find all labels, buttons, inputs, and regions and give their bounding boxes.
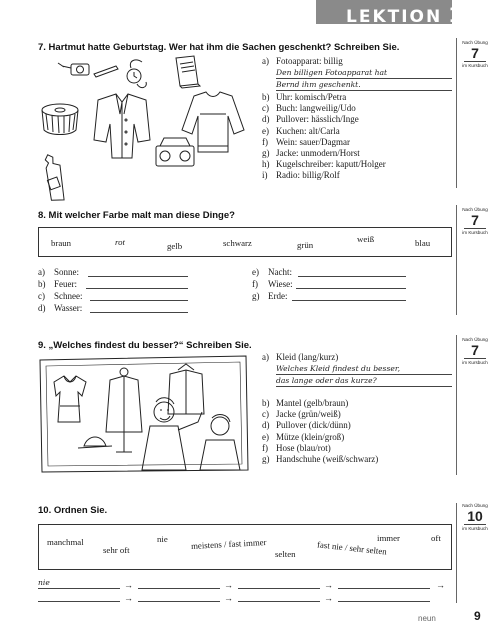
ex9-answer-line-2[interactable] [276,386,452,387]
ex7-list [262,56,343,67]
cake-drawing [42,104,78,135]
ex7-kursbuch-ref [458,40,492,69]
ref-bottom-label: im Kursbuch [462,63,488,68]
ex9-item-c [262,409,378,420]
ref-top-label: Nach Übung [462,40,488,45]
ref-bottom-label: im Kursbuch [462,526,488,531]
ex9-item-f [262,443,378,454]
item-letter: e) [252,267,259,277]
item-text: Handschuhe (weiß/schwarz) [276,454,379,465]
hanger-jacket-drawing [168,364,204,414]
ref-top-label: Nach Übung [462,207,488,212]
ex7-item-i [262,170,386,181]
watch-drawing [127,60,146,88]
wine-bottle-drawing [38,152,72,204]
item-letter: b) [38,279,46,289]
ex10-title: 10. Ordnen Sie. [38,505,108,516]
freq-word-nie: nie [157,534,168,544]
color-word-gelb: gelb [167,241,183,251]
item-text: Pullover (dick/dünn) [276,420,351,431]
item-text: Buch: langweilig/Udo [276,103,356,114]
color-word-rot: rot [115,237,125,247]
lektion-heading [346,3,464,27]
arrow-right-icon: → [324,580,333,590]
ex9-title: 9. „Welches findest du besser?“ Schreiben Sie. [38,340,252,351]
radio-drawing [156,138,194,166]
ex10-order-line-5[interactable] [38,601,120,602]
person-drawing [142,398,202,470]
ex7-list-rest [262,92,386,182]
hat-drawing [78,437,112,448]
freq-word-meistens: meistens / fast immer [190,537,267,551]
margin-rule-ex7 [456,38,457,188]
arrow-right-icon: → [224,593,233,603]
sweater-drawing [182,92,244,152]
ex8-answer-line-b[interactable] [86,288,188,289]
camera-drawing [58,63,89,75]
ex8-item-d [38,303,82,313]
ex8-item-g [252,291,288,301]
page-number: 9 [474,609,481,623]
item-letter: b) [262,398,270,408]
item-text: Wein: sauer/Dagmar [276,136,350,147]
item-letter: h) [262,159,270,170]
item-letter: e) [262,125,269,136]
item-letter: g) [262,148,270,159]
ex9-item-e [262,432,378,443]
lektion-label: LEKTION [346,7,443,27]
second-person-drawing [200,415,240,470]
item-letter: e) [262,431,269,442]
pen-drawing [94,66,118,77]
ex9-kursbuch-ref [458,337,492,366]
item-letter: g) [262,454,270,465]
color-word-schwarz: schwarz [223,238,252,248]
item-letter: d) [262,114,270,125]
item-letter: c) [38,291,45,301]
ex7-illustration [38,54,253,204]
item-text: Pullover: hässlich/Inge [276,114,359,125]
ex7-example-answer-line2: Bernd ihm geschenkt. [276,80,361,89]
ex10-kursbuch-ref [458,503,492,532]
ex10-word-box [38,524,452,570]
ex7-item-g [262,148,386,159]
ex10-order-line-7[interactable] [238,601,320,602]
color-word-weiss: weiß [357,234,375,244]
ex7-item-h [262,159,386,170]
ref-number: 7 [464,343,486,359]
ex8-answer-line-a[interactable] [88,276,188,277]
item-text: Kleid (lang/kurz) [276,352,339,362]
ref-number: 7 [464,46,486,62]
ex10-example-answer: nie [38,578,50,587]
ex8-answer-line-f[interactable] [296,288,406,289]
ex8-item-f [252,279,293,289]
ex10-order-line-6[interactable] [138,601,220,602]
item-text: Schnee: [54,291,83,301]
item-text: Jacke: unmodern/Horst [276,148,360,159]
ex7-example-answer-line1: Den billigen Fotoapparat hat [276,68,388,77]
ex8-color-word-box [38,227,452,257]
item-text: Feuer: [54,279,77,289]
item-text: Wasser: [54,303,83,313]
margin-rule-ex8 [456,205,457,315]
ref-number: 10 [464,509,486,525]
item-text: Erde: [268,291,288,301]
ex8-item-e [252,267,292,277]
ex10-order-line-8[interactable] [338,601,430,602]
ex7-item-f [262,137,386,148]
ex9-answer-line-1[interactable] [276,374,452,375]
ex9-illustration [38,352,250,474]
item-text: Kuchen: alt/Carla [276,125,340,136]
item-text: Nacht: [268,267,292,277]
freq-word-fast-nie: fast nie / sehr selten [316,539,388,557]
ex7-item-d [262,114,386,125]
lektion-number: 1 [448,3,465,27]
item-letter: d) [38,303,46,313]
ex7-item-a [262,56,343,67]
item-text: Fotoapparat: billig [276,56,343,66]
arrow-right-icon: → [124,580,133,590]
ex8-item-c [38,291,83,301]
ex8-answer-line-e[interactable] [298,276,406,277]
item-text: Sonne: [54,267,80,277]
ex8-kursbuch-ref [458,207,492,236]
ex7-item-e [262,126,386,137]
page-word: neun [418,614,436,623]
shop-window-frame [40,356,248,472]
ex8-title: 8. Mit welcher Farbe malt man diese Dinge? [38,210,235,221]
item-letter: c) [262,103,269,114]
arrow-right-icon: → [224,580,233,590]
freq-word-immer: immer [377,533,400,543]
margin-rule-ex10 [456,503,457,603]
arrow-right-icon: → [324,593,333,603]
freq-word-selten: selten [275,549,296,559]
jacket-drawing [94,94,150,158]
item-text: Mütze (klein/groß) [276,431,345,442]
item-text: Wiese: [268,279,293,289]
ex8-item-a [38,267,79,277]
book-drawing [176,56,200,88]
ex7-item-c [262,103,386,114]
ex9-item-b [262,398,378,409]
ref-number: 7 [464,213,486,229]
ex9-example-answer-line1: Welches Kleid findest du besser, [276,364,401,373]
item-letter: a) [262,352,269,362]
coat-drawing [106,368,142,452]
item-text: Hose (blau/rot) [276,442,331,453]
ex9-item-g [262,454,378,465]
color-word-gruen: grün [297,240,314,250]
ex8-answer-line-c[interactable] [90,300,188,301]
item-letter: f) [252,279,258,289]
item-text: Radio: billig/Rolf [276,170,340,181]
ex10-order-line-2[interactable] [138,588,220,589]
item-letter: f) [262,442,268,453]
ex9-item-a [262,352,338,363]
arrow-right-icon: → [436,580,445,590]
color-word-braun: braun [51,238,72,248]
item-letter: d) [262,420,270,431]
ref-top-label: Nach Übung [462,503,488,508]
dress-drawing [54,376,86,422]
item-text: Kugelschreiber: kaputt/Holger [276,159,386,170]
arrow-right-icon: → [124,593,133,603]
ex7-answer-line-1[interactable] [276,78,452,79]
item-letter: c) [262,409,269,420]
ref-top-label: Nach Übung [462,337,488,342]
ex8-answer-line-g[interactable] [292,300,406,301]
ex7-title: 7. Hartmut hatte Geburtstag. Wer hat ihm die Sachen geschenkt? Schreiben Sie. [38,42,400,53]
freq-word-manchmal: manchmal [47,537,84,547]
item-text: Mantel (gelb/braun) [276,398,349,408]
ref-bottom-label: im Kursbuch [462,230,488,235]
ex8-item-b [38,279,77,289]
item-letter: a) [38,267,45,277]
margin-rule-ex9 [456,335,457,475]
item-text: Uhr: komisch/Petra [276,92,347,102]
ex10-order-line-4[interactable] [338,588,430,589]
item-letter: b) [262,92,270,102]
item-letter: i) [262,170,268,181]
ex7-answer-line-2[interactable] [276,90,452,91]
ex8-answer-line-d[interactable] [90,312,188,313]
freq-word-oft: oft [431,533,441,543]
ex7-item-b [262,92,386,103]
item-text: Jacke (grün/weiß) [276,409,341,420]
ex9-item-d [262,420,378,431]
ex10-order-line-3[interactable] [238,588,320,589]
item-letter: a) [262,56,269,66]
item-letter: f) [262,136,268,147]
ex9-example-answer-line2: das lange oder das kurze? [276,376,377,385]
ex9-list-rest [262,398,378,465]
ex10-order-line-1[interactable] [38,588,120,589]
item-letter: g) [252,291,260,301]
ref-bottom-label: im Kursbuch [462,360,488,365]
color-word-blau: blau [415,238,431,248]
freq-word-sehr-oft: sehr oft [103,545,130,555]
